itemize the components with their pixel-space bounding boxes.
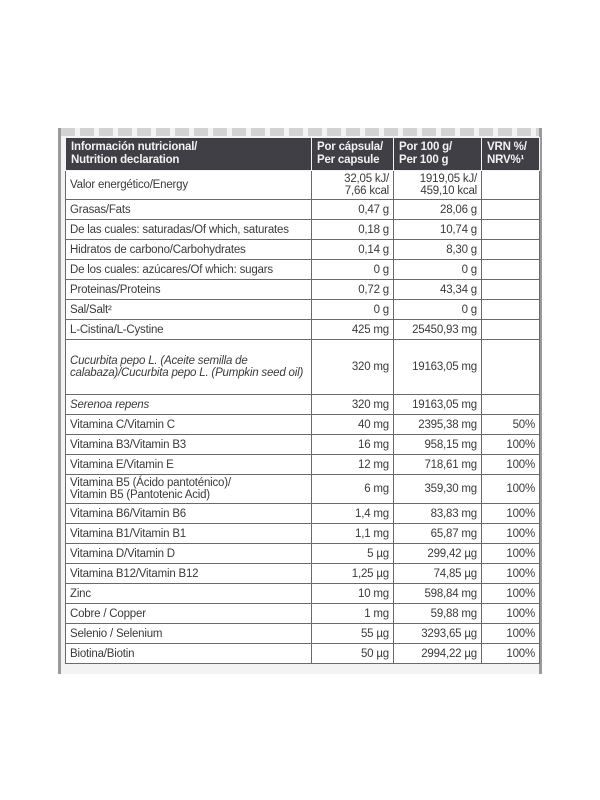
per-capsule-value: 32,05 kJ/ 7,66 kcal <box>312 171 394 200</box>
table-row <box>66 455 540 475</box>
nrv-value <box>482 171 540 200</box>
per-100g-value: 65,87 mg <box>394 524 482 544</box>
nutrient-name: Hidratos de carbono/Carbohydrates <box>66 240 312 260</box>
nutrient-name: Cobre / Copper <box>66 604 312 624</box>
table-row <box>66 475 540 504</box>
per-100g-value: 598,84 mg <box>394 584 482 604</box>
per-100g-value: 359,30 mg <box>394 475 482 504</box>
per-100g-value: 8,30 g <box>394 240 482 260</box>
per-100g-value: 19163,05 mg <box>394 340 482 395</box>
table-row <box>66 171 540 200</box>
header-nutrition-declaration: Información nutricional/ Nutrition declaration <box>66 138 312 171</box>
nutrient-name: Selenio / Selenium <box>66 624 312 644</box>
per-100g-value: 59,88 mg <box>394 604 482 624</box>
nutrition-label <box>58 128 542 674</box>
nrv-value <box>482 300 540 320</box>
nrv-value: 100% <box>482 524 540 544</box>
table-row <box>66 260 540 280</box>
per-capsule-value: 0,47 g <box>312 200 394 220</box>
nutrient-name: Vitamina B3/Vitamin B3 <box>66 435 312 455</box>
table-row <box>66 584 540 604</box>
nutrient-name: L-Cistina/L-Cystine <box>66 320 312 340</box>
per-100g-value: 74,85 µg <box>394 564 482 584</box>
nrv-value: 100% <box>482 435 540 455</box>
per-capsule-value: 0 g <box>312 300 394 320</box>
per-capsule-value: 1,25 µg <box>312 564 394 584</box>
nrv-value <box>482 240 540 260</box>
per-100g-value: 43,34 g <box>394 280 482 300</box>
nutrient-name: De los cuales: azúcares/Of which: sugars <box>66 260 312 280</box>
per-100g-value: 718,61 mg <box>394 455 482 475</box>
per-capsule-value: 0,14 g <box>312 240 394 260</box>
table-row <box>66 320 540 340</box>
table-row <box>66 624 540 644</box>
table-row <box>66 300 540 320</box>
per-capsule-value: 320 mg <box>312 395 394 415</box>
table-row <box>66 564 540 584</box>
per-100g-value: 958,15 mg <box>394 435 482 455</box>
table-row <box>66 395 540 415</box>
per-100g-value: 83,83 mg <box>394 504 482 524</box>
nrv-value <box>482 260 540 280</box>
per-capsule-value: 6 mg <box>312 475 394 504</box>
per-capsule-value: 12 mg <box>312 455 394 475</box>
nrv-value: 50% <box>482 415 540 435</box>
nutrient-name: Vitamina E/Vitamin E <box>66 455 312 475</box>
per-100g-value: 0 g <box>394 300 482 320</box>
per-100g-value: 299,42 µg <box>394 544 482 564</box>
nrv-value: 100% <box>482 544 540 564</box>
per-capsule-value: 1 mg <box>312 604 394 624</box>
nrv-value: 100% <box>482 504 540 524</box>
cropped-header-strip <box>61 128 539 136</box>
nutrient-name: Cucurbita pepo L. (Aceite semilla de calabaza)/Cucurbita pepo L. (Pumpkin seed oil) <box>66 340 312 395</box>
nrv-value <box>482 200 540 220</box>
per-100g-value: 25450,93 mg <box>394 320 482 340</box>
per-capsule-value: 10 mg <box>312 584 394 604</box>
table-row <box>66 524 540 544</box>
nutrient-name: Proteinas/Proteins <box>66 280 312 300</box>
nutrient-name: De las cuales: saturadas/Of which, saturates <box>66 220 312 240</box>
nutrient-name: Sal/Salt² <box>66 300 312 320</box>
header-per-capsule: Por cápsula/ Per capsule <box>312 138 394 171</box>
table-row <box>66 200 540 220</box>
nrv-value: 100% <box>482 455 540 475</box>
nutrient-name: Vitamina D/Vitamin D <box>66 544 312 564</box>
per-capsule-value: 0,72 g <box>312 280 394 300</box>
nutrient-name: Vitamina B5 (Ácido pantoténico)/ Vitamin B5 (Pantotenic Acid) <box>66 475 312 504</box>
per-100g-value: 3293,65 µg <box>394 624 482 644</box>
table-header-row <box>66 138 540 171</box>
table-row <box>66 340 540 395</box>
per-capsule-value: 425 mg <box>312 320 394 340</box>
nrv-value <box>482 320 540 340</box>
nrv-value <box>482 395 540 415</box>
nrv-value <box>482 220 540 240</box>
per-100g-value: 1919,05 kJ/ 459,10 kcal <box>394 171 482 200</box>
nutrient-name: Vitamina B1/Vitamin B1 <box>66 524 312 544</box>
nutrient-name: Vitamina B12/Vitamin B12 <box>66 564 312 584</box>
per-capsule-value: 55 µg <box>312 624 394 644</box>
table-row <box>66 544 540 564</box>
per-100g-value: 2395,38 mg <box>394 415 482 435</box>
per-capsule-value: 1,4 mg <box>312 504 394 524</box>
per-100g-value: 10,74 g <box>394 220 482 240</box>
per-capsule-value: 0 g <box>312 260 394 280</box>
table-row <box>66 604 540 624</box>
nutrient-name: Serenoa repens <box>66 395 312 415</box>
nrv-value <box>482 280 540 300</box>
per-100g-value: 0 g <box>394 260 482 280</box>
nrv-value: 100% <box>482 584 540 604</box>
header-nrv: VRN %/ NRV%¹ <box>482 138 540 171</box>
per-capsule-value: 320 mg <box>312 340 394 395</box>
nutrient-name: Vitamina B6/Vitamin B6 <box>66 504 312 524</box>
per-capsule-value: 5 µg <box>312 544 394 564</box>
table-row <box>66 240 540 260</box>
nrv-value: 100% <box>482 475 540 504</box>
table-row <box>66 220 540 240</box>
nrv-value: 100% <box>482 644 540 664</box>
table-row <box>66 504 540 524</box>
nutrient-name: Zinc <box>66 584 312 604</box>
nrv-value: 100% <box>482 604 540 624</box>
table-row <box>66 280 540 300</box>
nutrient-name: Biotina/Biotin <box>66 644 312 664</box>
nrv-value <box>482 340 540 395</box>
table-row <box>66 644 540 664</box>
per-capsule-value: 0,18 g <box>312 220 394 240</box>
table-row <box>66 435 540 455</box>
nutrient-name: Grasas/Fats <box>66 200 312 220</box>
table-row <box>66 415 540 435</box>
per-100g-value: 19163,05 mg <box>394 395 482 415</box>
per-capsule-value: 1,1 mg <box>312 524 394 544</box>
nrv-value: 100% <box>482 624 540 644</box>
nrv-value: 100% <box>482 564 540 584</box>
header-per-100g: Por 100 g/ Per 100 g <box>394 138 482 171</box>
nutrition-table <box>65 137 540 664</box>
nutrient-name: Vitamina C/Vitamin C <box>66 415 312 435</box>
nutrient-name: Valor energético/Energy <box>66 171 312 200</box>
per-100g-value: 28,06 g <box>394 200 482 220</box>
per-100g-value: 2994,22 µg <box>394 644 482 664</box>
per-capsule-value: 16 mg <box>312 435 394 455</box>
per-capsule-value: 40 mg <box>312 415 394 435</box>
per-capsule-value: 50 µg <box>312 644 394 664</box>
